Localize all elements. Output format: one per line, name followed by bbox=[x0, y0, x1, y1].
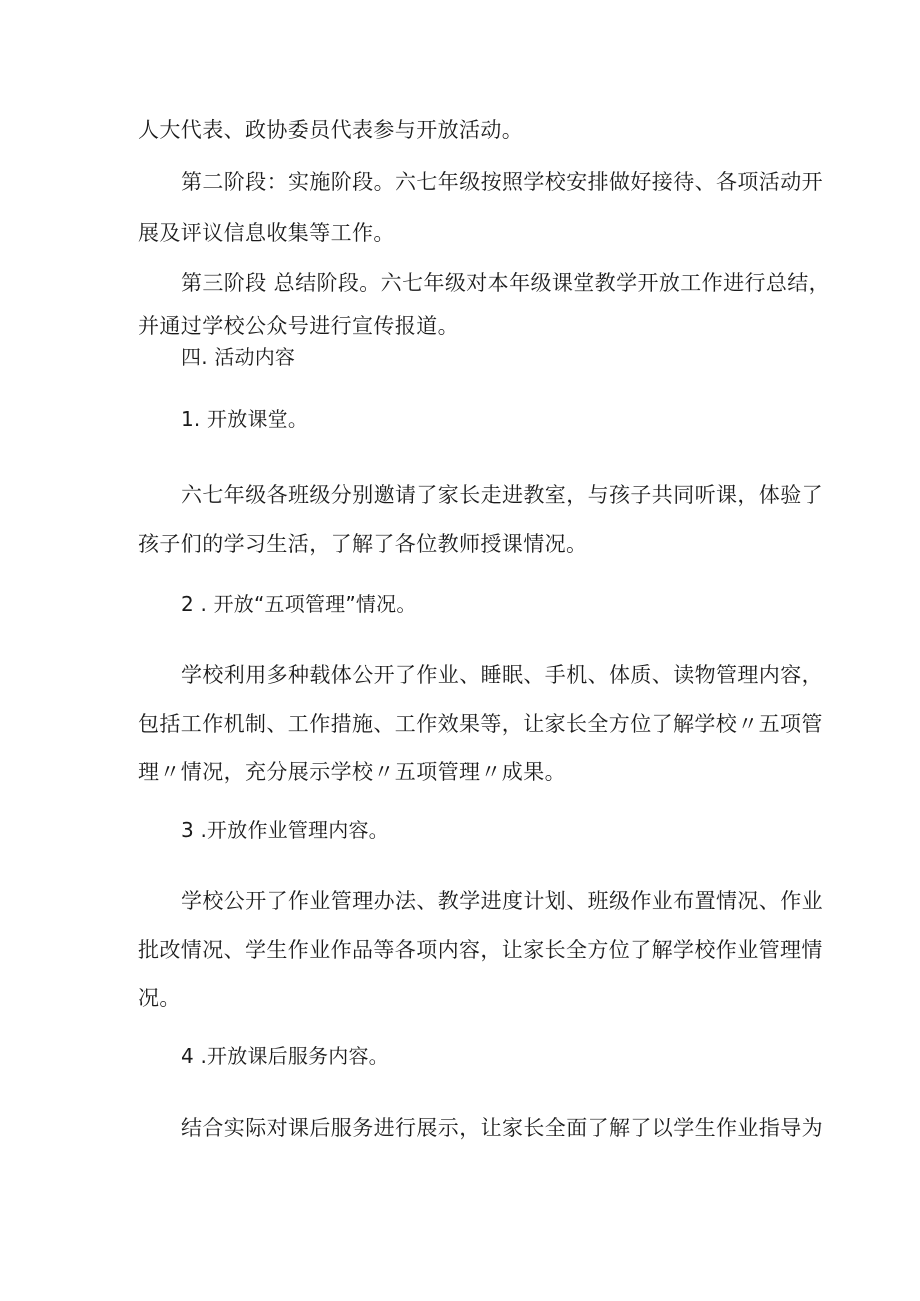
section-heading: 四. 活动内容 bbox=[181, 345, 296, 369]
subheading: 2 . 开放“五项管理”情况。 bbox=[181, 592, 417, 616]
text-line: 第三阶段 总结阶段。六七年级对本年级课堂教学开放工作进行总结， bbox=[181, 271, 831, 295]
text-line: 人大代表、政协委员代表参与开放活动。 bbox=[138, 118, 524, 142]
text-line: 第二阶段：实施阶段。六七年级按照学校安排做好接待、各项活动开 bbox=[181, 170, 823, 194]
text-line: 批改情况、学生作业作品等各项内容，让家长全方位了解学校作业管理情 bbox=[138, 938, 823, 962]
text-line: 孩子们的学习生活，了解了各位教师授课情况。 bbox=[138, 532, 588, 556]
text-line: 展及评议信息收集等工作。 bbox=[138, 221, 395, 245]
text-line: 结合实际对课后服务进行展示，让家长全面了解了以学生作业指导为 bbox=[181, 1116, 823, 1140]
subheading: 1. 开放课堂。 bbox=[181, 407, 309, 431]
text-line: 包括工作机制、工作措施、工作效果等，让家长全方位了解学校〃五项管 bbox=[138, 712, 823, 736]
text-line: 理〃情况，充分展示学校〃五项管理〃成果。 bbox=[138, 760, 566, 784]
text-line: 学校利用多种载体公开了作业、睡眠、手机、体质、读物管理内容， bbox=[181, 663, 823, 687]
text-line: 学校公开了作业管理办法、教学进度计划、班级作业布置情况、作业 bbox=[181, 889, 823, 913]
subheading: 3 .开放作业管理内容。 bbox=[181, 818, 389, 842]
text-line: 况。 bbox=[138, 986, 181, 1010]
subheading: 4 .开放课后服务内容。 bbox=[181, 1044, 389, 1068]
text-line: 并通过学校公众号进行宣传报道。 bbox=[138, 314, 459, 338]
text-line: 六七年级各班级分别邀请了家长走进教室，与孩子共同听课，体验了 bbox=[181, 483, 823, 507]
